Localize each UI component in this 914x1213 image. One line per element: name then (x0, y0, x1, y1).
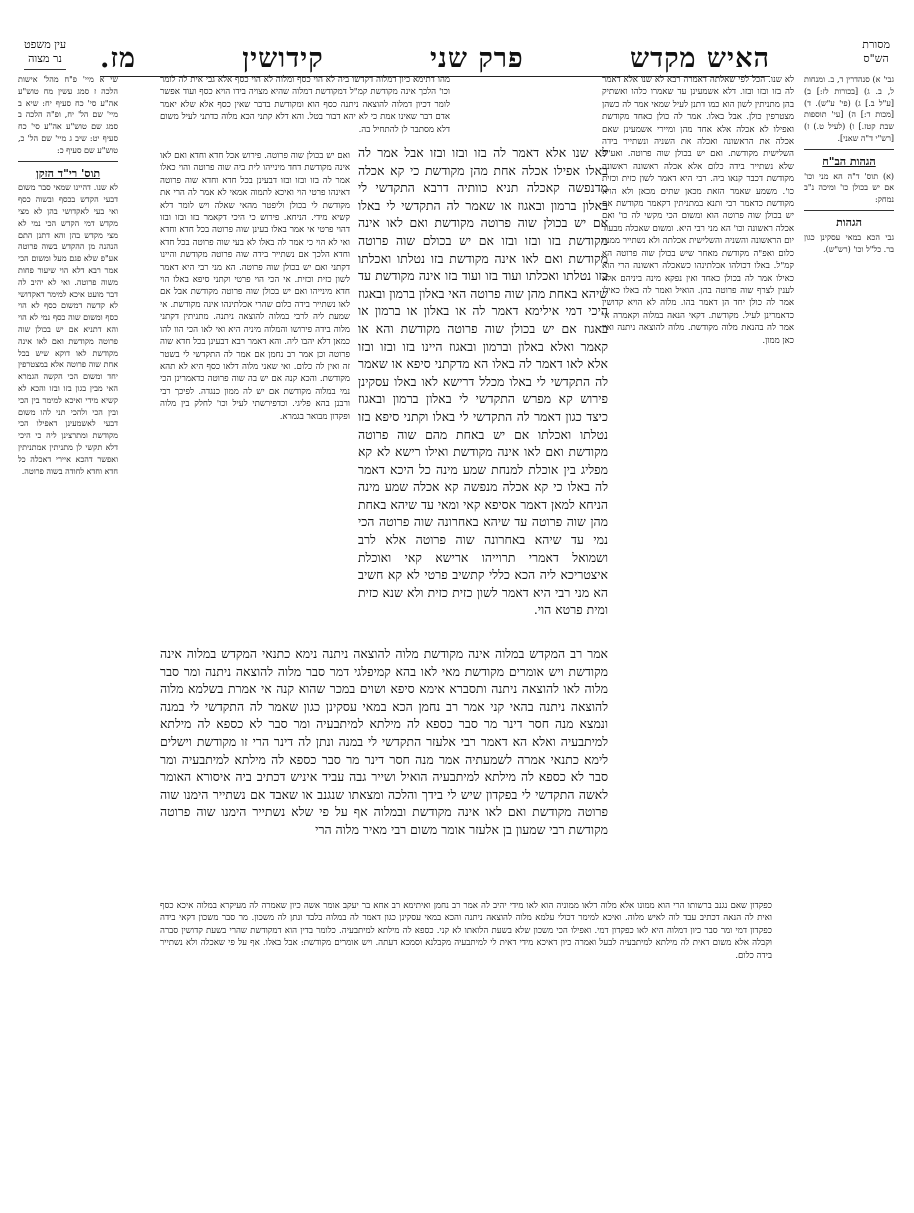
tosafot-top (160, 74, 450, 146)
hagahot-bach-text: (א) תוס' ד"ה הא מני וכו' אם יש בכולן כו' ומיכה נ"ב נמחק: (804, 171, 894, 205)
header-folio: מז. (100, 43, 136, 74)
ein-mishpat-text: שי א מיי' פ"ח מהל' אישות הלכה ז סמג עשין מח טוש"ע אה"ע סי' כח סעיף יח: שיא ב מיי' שם הל' יח, ופ"ה הלכה ב סמג שם טוש"ע אה"ע סי' כח סעיף יט: שיב ג מיי' שם הל' כ, טוש"ע שם סעיף כ: (18, 75, 118, 155)
divider (804, 210, 894, 211)
header-chapter: פרק שני (429, 43, 524, 74)
masoret-hashas-heading: מסורת הש"ס (862, 38, 890, 65)
tos-rid-title: תוס' רי"ד הזקן (35, 166, 101, 180)
page-header (100, 34, 770, 77)
gemara-continued-text (160, 645, 608, 895)
divider (18, 161, 118, 162)
gemara-wide-text: אמר רב המקדש במלוה אינה מקודשת מלוה להוצאה ניתנה נימא כתנאי המקדש במלוה אינה מקודשת ויש אומרים מקודשת מאי לאו בהא קמיפלגי דמר סבר מלוה להוצאה ניתנה ומר סבר מלוה לאו להוצאה ניתנה ותסברא אימא סיפא ושוים במכר שהוא קנה אי אמרת בשלמא מלוה להוצאה ניתנה בהאי קני אמר רב נחמן הכא במאי עסקינן כגון שאמר לה התקדשי לי במנה ונמצא מנה חסר דינר מר סבר כספא לה מילתא למיתבעיה ומר סבר לא כספא לה מילתא למיתבעיה ואלא הא דאמר רבי אלעזר התקדשי לי במנה ונתן לה דינר הרי זו מקודשת וישלים לימא כתנאי אמרה לשמעתיה אמר מנה חסר דינר מר סבר כספא לה מילתא למיתבעיה ומר סבר לא כספא לה מילתא למיתבעיה הואיל ושייר גבה עביד איניש דכתיב ביה איסורא האומר לאשה התקדשי לי בפקדון שיש לי בידך והלכה ומצאתו שנגנב או שאבד אם נשתייר הימנו שוה פרוטה מקודשת ואם לאו אינה מקודשת ובמלוה אף על פי שלא נשתייר הימנו שוה פרוטה מקודשת רבי שמעון בן אלעזר אומר משום רבי מאיר מלוה הרי (160, 646, 608, 837)
bottom-commentary (160, 900, 772, 1010)
masoret-text: גבי' א) סנהדרין ד, ב. ומנחות ל, ב. ג) [בכורות לז:] ב) [ע"ל ב.] ג) (פי' ע"ש). ד) [מכות ד:] ה) [עי' תוספות שבת קטז.] ו) (לעיל ט.) ז) [רש"י ד"ה שאני]. (804, 75, 894, 143)
tos-rid-text: לא שנו. דהיינו שמאי סבר משום דבעי הקדש בכסף ובשוה כסף ואי בעי לאקדושי בהן לא מצי מקדש דמי הקדש הכי נמי לא מצי מקדש בהן והא דתנן התם הנהנה מן ההקדש בשוה פרוטה אע"פ שלא פגם מעל ומשום הכי אמר רבא דלא הוי שיעור פחות משוה פרוטה. ואי לא יהיב לה דבר מועט איכא למימר דאקדושי לא קדשה דמשום כסף לא הוי כסף ומשום שוה כסף נמי לא הוי והא דתניא אם יש בכולן שוה פרוטה מקודשת ואם לאו אינה מקודשת לאו דוקא שיש בכל אחת שוה פרוטה אלא במצטרפין יחד ומשום הכי הקשה הגמרא האי מבין בגון בזו ובזו והכא לא קשיא מידי ואיכא למימר בין הכי ובין הכי ולהכי תני להו משום דבעי לאשמעינן דאפילו הכי מקודשת ומתרצינן ליה כי היכי דלא תקשי לן מתניתין אמתניתין ואפשר דהכא איירי דאכלה כל חדא וחדא לחודה בשוה פרוטה. (18, 183, 118, 476)
header-tractate: קידושין (242, 43, 324, 74)
ein-mishpat-column (18, 74, 118, 1102)
masoret-hashas-column (804, 74, 894, 255)
ein-mishpat-heading: עין משפט נר מצוה (24, 38, 66, 70)
rashi-text: לא שנו. הכל לפי שאלתה דאמרה רבא לא שנו אלא דאמר לה בזו ובזו ובזו. דלא אשמעינן עד שאמרו כלהו ואשתיק בהן מתניתין לשון הוא כמו דתנן לעיל שמאי אמר לה כשהן מצטרפין כולן. אבל באלו. אמר לה כולן כאחד מקודשת ואפילו לא אכלה אלא אחד מהן ומיירי אשמעינן שאם אכלה את הראשונה ואכלה את השניה ונשתייר בידה השלישית מקודשת. ואם יש בכולן שוה פרוטה. ואע"פ שלא נשתייר בידה כלום אלא אכלה ראשונה ראשונה מקודשת דכבר קנאו ביה. רבי היא דאמר לשון כזית וכזית כו'. משמע שאמר הזאת מכאן שתים מכאן ולא הויא מקודשת כדאמר רבי ותנא במתניתין דקאמר מקודשת אם יש בכולן שוה פרוטה הוא ומשום הכי מקשי לה כו' ואם אכלה ראשונה וכו' הא מני רבי היא. ומשום שאכלה מבעוד יום הראשונה והשניה והשלישית אכלתה ולא נשתייר ממנה כלום ואפ"ה מקודשת מאחר שיש בכולן שוה פרוטה הא קמ"ל. באלו דכולהו אכלתינהו כשאכלה ראשונה הרי הוא כאילו אמר לה בכולן כאחד ואין נפקא מינה ביניהם אלא לענין לצרף שוה פרוטה בהן. הואיל ואמר לה באלו כאילו אמר לה כולן יחד הן דאמר בהו. מלוה לא הויא קדושין כדאמרינן לעיל. מקודשת. דקאי הנאה במלוה וקאמרה אי אמר לה בהנאת מלוה מקודשת. מלוה להוצאה ניתנה ואין כאן ממון. (602, 75, 794, 346)
header-title: האיש מקדש (629, 43, 770, 74)
tosafot-commentary (160, 150, 350, 640)
divider (804, 149, 894, 150)
rashi-commentary (602, 74, 794, 894)
hagahot-bach-title: הגהות הב"ח (822, 154, 876, 168)
tosafot-top-text: מהו דתימא כיון דמלוה דקדשו ביה לא הוי כסף ומלוה לא הוי כסף אלא גבי אית לה לומר וכו' הלכך אינה מקודשת קמ"ל דמקודשת דמלוה שהיא מצויה בידו הויא כסף ועוד אפשר לומר דכיון דמלוה להוצאה ניתנה כסף הוא ומקודשת בדבר שאין כסף אלא שלא יאמר אדם דבר שאינו אמת כי לא יהא דבור בטל. והא דלא קתני הכא מלוה כדתני לעיל משום דלא מסתבר לן להתחיל בה. (160, 75, 450, 135)
gemara-text: לא שנו אלא דאמר לה בזו ובזו ובזו אבל אמר לה באלו אפילו אכלה אחת מהן מקודשת כי קא אכלה מדנפשה קאכלה תניא כוותיה דרבא התקדשי לי באלון ברמון ובאגוז או שאמר לה התקדשי לי באלו אם יש בכולן שוה פרוטה מקודשת ואם לאו אינה מקודשת בזו ובזו ובזו אם יש בכולם שוה פרוטה מקודשת ואם לאו אינה מקודשת בזו נטלתו ואכלתו בזו נטלתו ואכלתו ועוד בזו ועוד בזו אינה מקודשת עד שיהא באחת מהן שוה פרוטה האי באלון ברמון ובאגוז היכי דמי אילימא דאמר לה או באלון או ברמון או באגוז אם יש בכולן שוה פרוטה מקודשת והא או קאמר ואלא באלון וברמון ובאגוז היינו בזו ובזו ובזו אלא לאו דאמר לה באלו הא מדקתני סיפא או שאמר לה התקדשי לי באלו מכלל דרישא לאו באלו עסקינן פירוש קא מפרש התקדשי לי באלון ברמון ובאגוז כיצד כגון דאמר לה התקדשי לי באלו וקתני סיפא בזו נטלתו ואכלתו אם יש באחת מהם שוה פרוטה מקודשת ואם לאו אינה מקודשת ואילו רישא לא קא מפליג בין אוכלת למנחת שמע מינה כל היכא דאמר לה באלו כי קא אכלה מנפשה קא אכלה שמע מינה הניחא למאן דאמר אסיפא קאי ומאי עד שיהא באחת מהן שוה פרוטה עד שיהא באחרונה שוה פרוטה הכי נמי עד שיהא באחרונה שוה פרוטה אלא לרב ושמואל דאמרי תרוייהו ארישא קאי ואוכלת איצטריכא ליה הכא כללי קתשיב פרטי לא קא חשיב הא מני רבי היא דאמר לשון כזית כזית ולא שנא כזית ומית פרטא הוי. (358, 145, 608, 618)
tosafot-text: ואם יש בכולן שוה פרוטה. פירוש אכל חדא וחדא ואם לאו אינה מקודשת דחד מינייהו לית ביה שוה פרוטה והוי כאלו אמר לה בזו ובזו ובזו דבעינן בכל חדא וחדא שוה פרוטה דאינהו פרטי הוי ואיכא לתמוה אמאי לא אמר לה הרי את מקודשת לי בכולן וליפטר מהאי שאלה ויש לומר דלא קשיא מידי. הניחא. פירוש כי היכי דקאמר בזו ובזו ובזו דהוי פרטי אי אמר באלו בעינן שוה פרוטה בכל חדא וחדא ואי לא הוי כי אמר לה באלו לא בעי שוה פרוטה בכל חדא וחדא הלכך אם נשתייר בידה שוה פרוטה מקודשת והיינו דקתני ואם יש בכולן שוה פרוטה. הא מני רבי היא דאמר לשון כזית וכזית. אי הכי הוי פרטי וקתני סיפא באלו הוי חדא מינייהו ואם יש בכולן שוה פרוטה מקודשת אבל אם לאו נשתייר בידה כלום שהרי אכלתינהו אינה מקודשת. אי שמעת ליה לרבי במלוה להוצאה ניתנה. מתניתין דקתני מלוה בידה פירושו והמלוה מיניה היא ואי לאו הכי הוו להו כמאן דלא יהבו ליה. והא דאמר רבא דבעינן בכל חדא שוה פרוטה וכן אמר רב נחמן אם אמר לה התקדשי לי בשטר זה ואין לה כלום. ואי שאני מלוה דלאו כסף היא לא תהא מקודשת. והכא קנה אם יש בה שוה פרוטה כדאמרינן הכי נמי במלוה מקודשת אם יש לה ממון כנגדה. לפיכך רבי ורבנן בהא פליגי. וכדפירשתי לעיל וכו' לחלק בין מלוה ופקדון מבואר בגמרא. (160, 151, 350, 422)
gemara-main-text (358, 144, 608, 639)
hagahot-text: גבי הכא במאי עסקינן כגון בר. כל"ל וכו' (רש"ש). (804, 232, 894, 254)
hagahot-title: הגהות (836, 215, 862, 229)
bottom-text: כפקדון שאם נגנב ברשותו הרי הוא ממונו אלא מלוה דלאו ממוניה הוא לאו מידי יהיב לה אמר רב נחמן ואיתימא רב אחא בר יעקב אומר אשה כיון שאמרה לה מעיקרא במלוה איכא כסף ואית לה הנאה דכתיב עבד לוה לאיש מלוה. ואיכא למימר דכולי עלמא מלוה להוצאה ניתנה והכא במאי עסקינן כגון דאמר לה במלוה בלבד ונתן לה משכון. מר סבר משכון דקאי בידה כפקדון דמי ומר סבר כיון דמלוה היא לאו כפקדון דמי. ואפילו הכי משכון שלא בשעת הלואתו לא קני. כספא לה מילתא למיתבעיה. כלומר בדין הוא דמקודשת שהרי בשעת קדושין סברה וקבלה אלא משום דאית לה מילתא למיתבעיה לבעל ואמרה כיון דאיכא מידי דאית לי למיתבעיה מקבלנא וסמכא דעתה. ויש אומרים מקודשת: אבל באלו. אף על פי שאכלה ולא נשתייר בידה כלום. (160, 901, 772, 961)
